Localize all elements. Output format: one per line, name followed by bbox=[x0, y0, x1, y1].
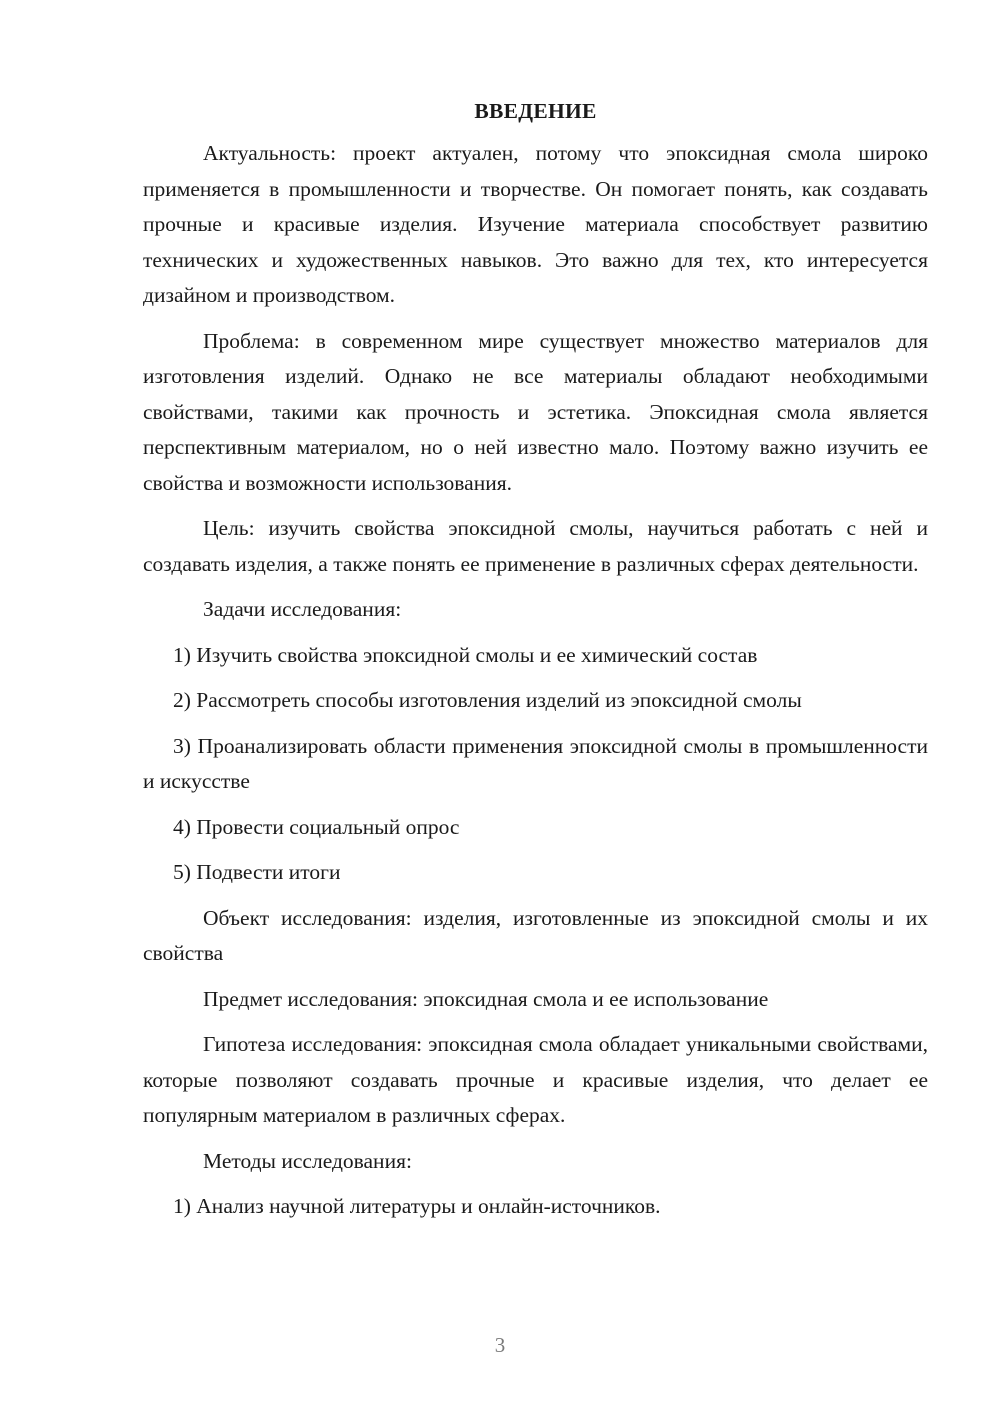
object-paragraph: Объект исследования: изделия, изготовленные из эпоксидной смолы и их свойства bbox=[143, 905, 928, 965]
subject-paragraph: Предмет исследования: эпоксидная смола и ее использование bbox=[203, 986, 769, 1011]
task-item-3: 3) Проанализировать области применения эпоксидной смолы в промышленности и искусстве bbox=[143, 733, 928, 793]
page-title: ВВЕДЕНИЕ bbox=[474, 99, 597, 123]
methods-heading: Методы исследования: bbox=[203, 1148, 412, 1173]
goal-paragraph: Цель: изучить свойства эпоксидной смолы, научиться работать с ней и создавать изделия, а также понять ее применение в различных сферах деятельности. bbox=[143, 516, 928, 576]
task-item-4: 4) Провести социальный опрос bbox=[173, 814, 460, 839]
hypothesis-paragraph: Гипотеза исследования: эпоксидная смола обладает уникальными свойствами, которые позволяют создавать прочные и красивые изделия, что делает ее популярным материалом в различных сферах. bbox=[143, 1032, 928, 1127]
page-content bbox=[143, 96, 928, 1235]
task-item-5: 5) Подвести итоги bbox=[173, 860, 341, 884]
tasks-heading: Задачи исследования: bbox=[203, 597, 402, 621]
task-item-2: 2) Рассмотреть способы изготовления изделий из эпоксидной смолы bbox=[173, 688, 802, 712]
task-item-1: 1) Изучить свойства эпоксидной смолы и ее химический состав bbox=[173, 642, 758, 667]
relevance-paragraph: Актуальность: проект актуален, потому что эпоксидная смола широко применяется в промышленности и творчестве. Он помогает понять, как создавать прочные и красивые изделия. Изучение материала способствует развитию технических и художественных навыков. Это важно для тех, кто интересуется дизайном и производством. bbox=[143, 141, 928, 307]
problem-paragraph: Проблема: в современном мире существует множество материалов для изготовления изделий. Однако не все материалы обладают необходимыми свойствами, такими как прочность и эстетика. Эпоксидная смола является перспективным материалом, но о ней известно мало. Поэтому важно изучить ее свойства и возможности использования. bbox=[143, 328, 928, 495]
page-number: 3 bbox=[494, 1333, 506, 1357]
method-item-1: 1) Анализ научной литературы и онлайн-источников. bbox=[173, 1194, 661, 1218]
